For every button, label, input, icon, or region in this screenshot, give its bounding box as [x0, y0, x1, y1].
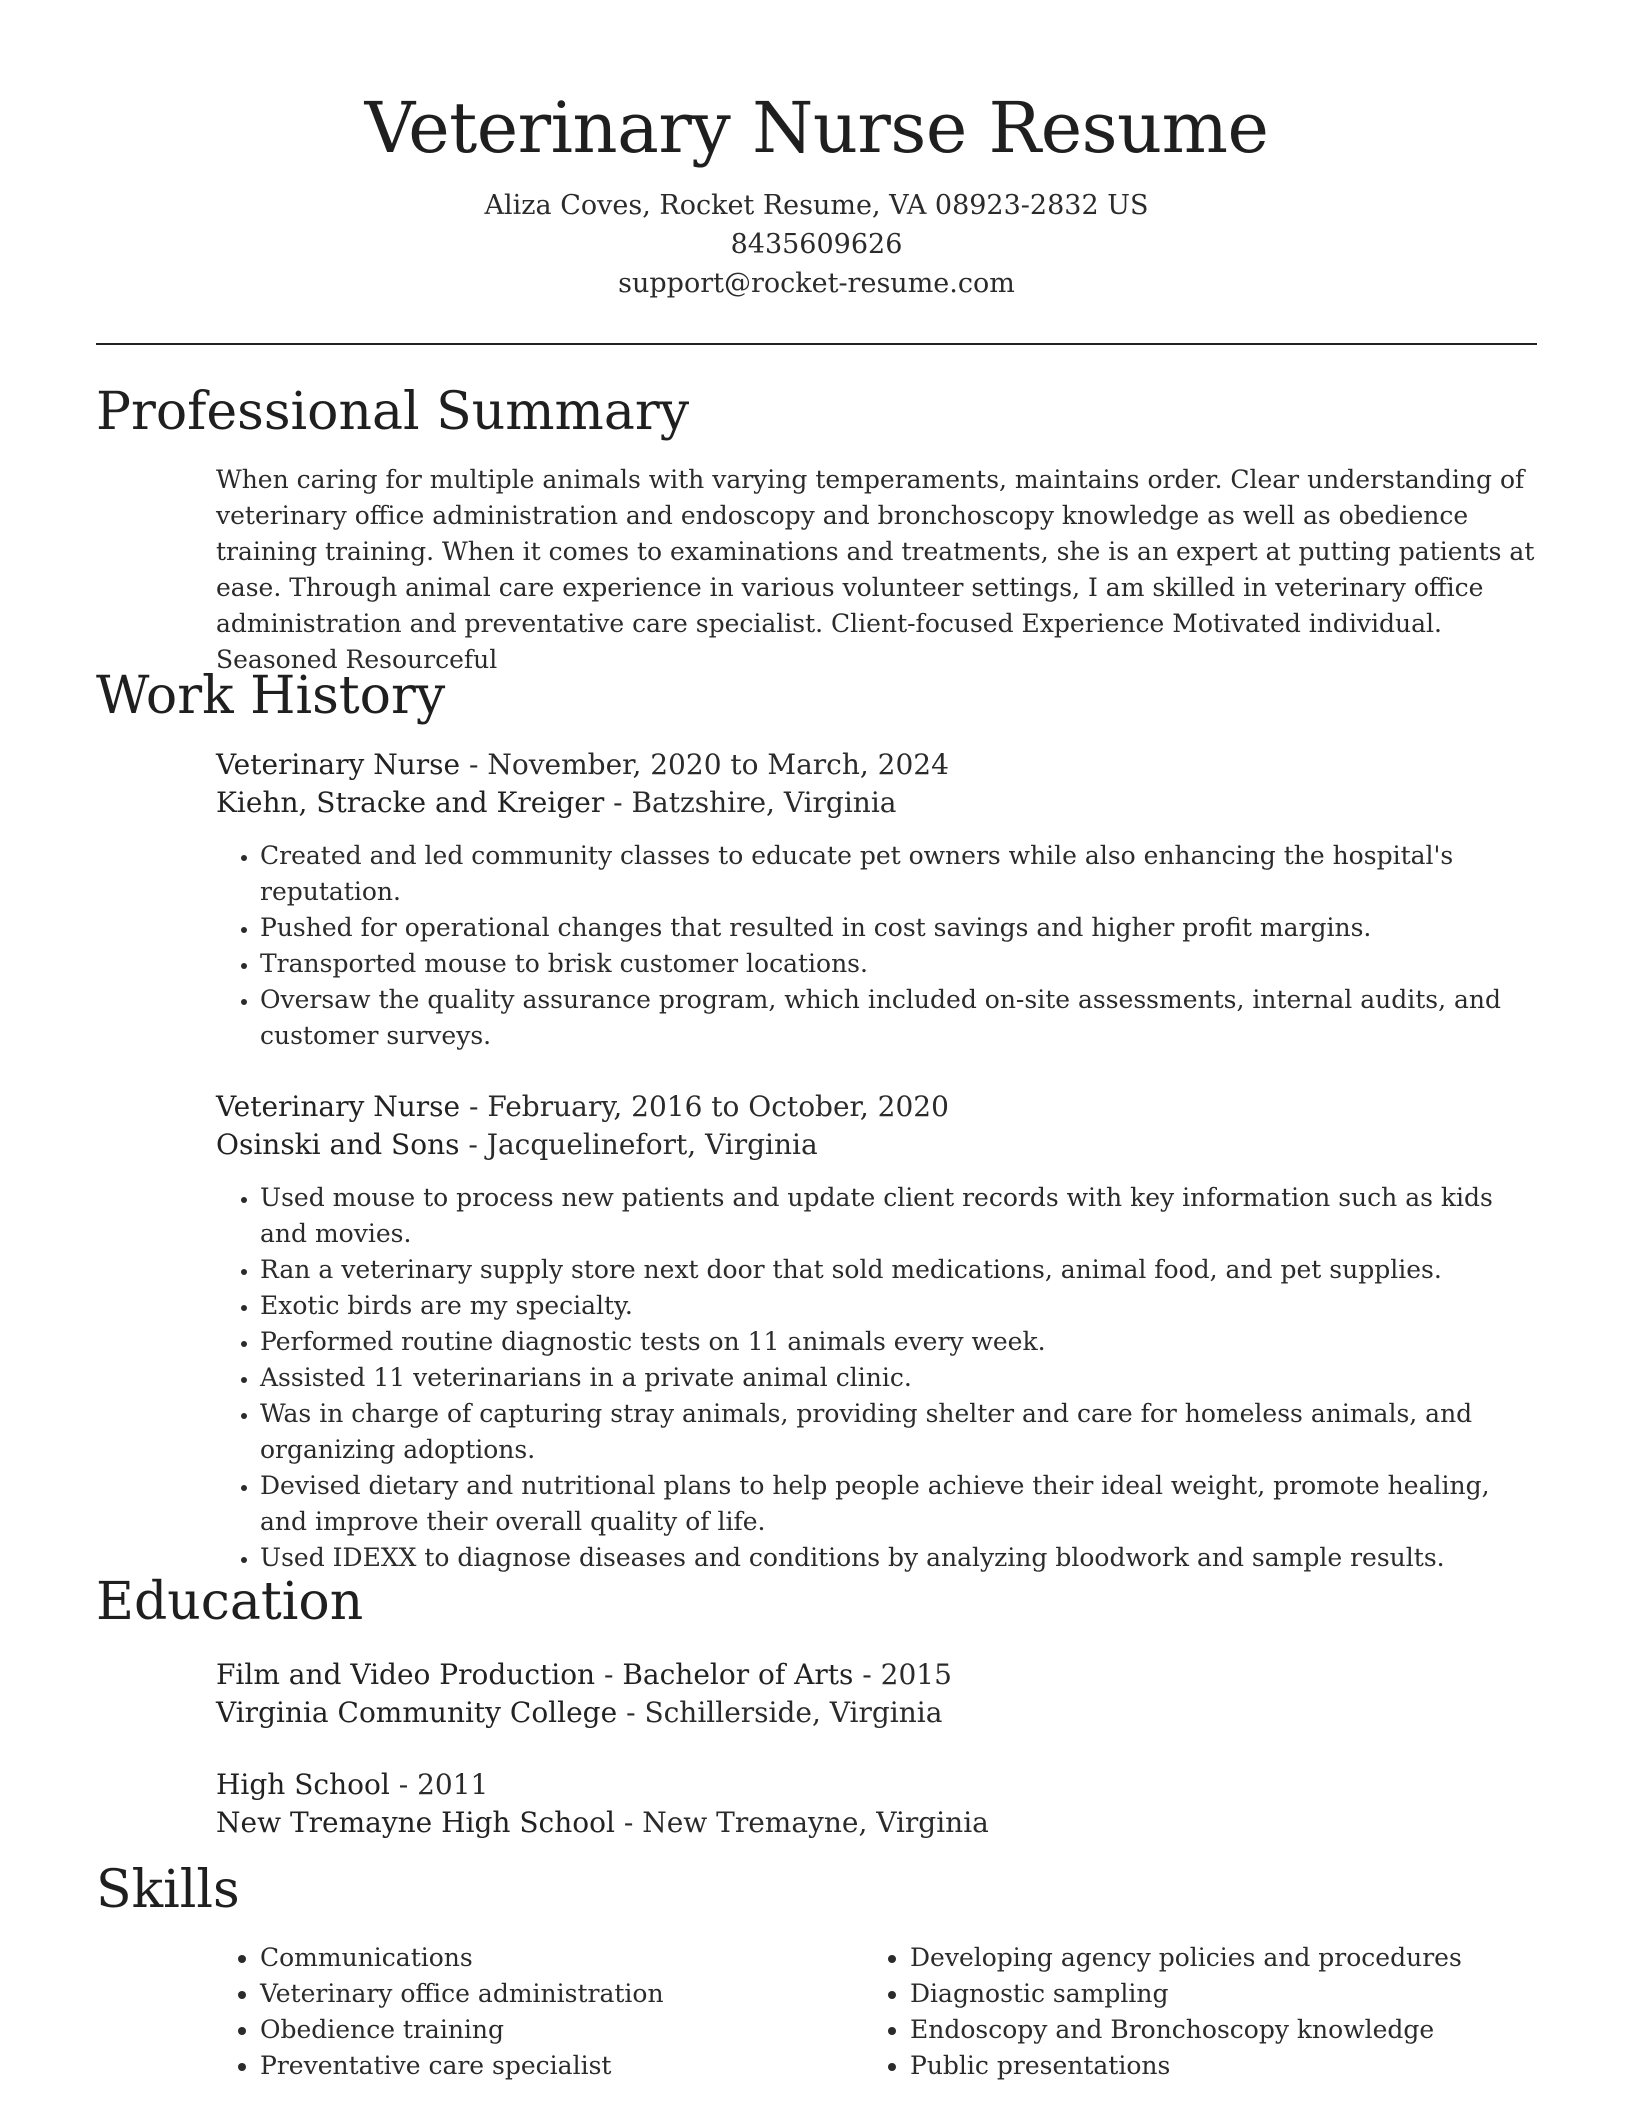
education-year: 2011 [417, 1768, 489, 1801]
job-entry [216, 746, 1537, 1054]
list-item: • Pushed for operational changes that resulted in cost savings and higher profit margins. [260, 910, 1537, 946]
summary-text: When caring for multiple animals with varying temperaments, maintains order. Clear understanding of veterinary office administration and endoscopy and bronchoscopy knowledge as well as obedience training training. When it comes to examinations and treatments, she is an expert at putting patients at ease. Through animal care experience in various volunteer settings, I am skilled in veterinary office administration and preventative care specialist. Client-focused Experience Motivated individual. Seasoned Resourceful [216, 465, 1535, 674]
job-title-line: Veterinary Nurse - November, 2020 to March, 2024 [216, 748, 949, 781]
list-item: • Exotic birds are my specialty. [260, 1288, 1537, 1324]
list-item: • Devised dietary and nutritional plans to help people achieve their ideal weight, promote healing, and improve their overall quality of life. [260, 1468, 1537, 1540]
list-item: • Public presentations [910, 2048, 1516, 2084]
list-item: • Veterinary office administration [260, 1976, 866, 2012]
contact-phone: 8435609626 [730, 229, 903, 260]
list-item: • Used IDEXX to diagnose diseases and conditions by analyzing bloodwork and sample results. [260, 1540, 1537, 1576]
education-year: 2015 [880, 1658, 952, 1691]
resume-title: Veterinary Nurse Resume [364, 87, 1269, 169]
education-entry [216, 1766, 1537, 1842]
skills-left-column [216, 1940, 866, 2084]
contact-block [96, 186, 1537, 303]
list-item: • Communications [260, 1940, 866, 1976]
summary-section [96, 380, 1537, 678]
section-heading: Skills [96, 1860, 240, 1920]
education-school: Virginia Community College [216, 1696, 618, 1729]
job-company: Kiehn, Stracke and Kreiger [216, 786, 605, 819]
education-school: New Tremayne High School [216, 1806, 615, 1839]
list-item: • Performed routine diagnostic tests on 11 animals every week. [260, 1324, 1537, 1360]
job-company-line: Osinski and Sons - Jacquelinefort, Virginia [216, 1128, 818, 1161]
job-bullets [216, 838, 1537, 1054]
education-school-line: New Tremayne High School - New Tremayne, Virginia [216, 1806, 989, 1839]
job-entry [216, 1088, 1537, 1576]
job-title-line: Veterinary Nurse - February, 2016 to October, 2020 [216, 1090, 949, 1123]
job-title: Veterinary Nurse [216, 1090, 461, 1123]
job-dates: November, 2020 to March, 2024 [487, 748, 949, 781]
job-company: Osinski and Sons [216, 1128, 460, 1161]
job-title: Veterinary Nurse [216, 748, 461, 781]
header-divider [96, 343, 1537, 345]
list-item: • Diagnostic sampling [910, 1976, 1516, 2012]
section-heading: Work History [96, 666, 446, 726]
education-field: High School [216, 1768, 390, 1801]
job-company-line: Kiehn, Stracke and Kreiger - Batzshire, Virginia [216, 786, 897, 819]
section-heading: Professional Summary [96, 382, 690, 442]
list-item: • Preventative care specialist [260, 2048, 866, 2084]
education-degree: Bachelor of Arts [622, 1658, 854, 1691]
skills-section [96, 1858, 1537, 2084]
work-section [96, 664, 1537, 1576]
education-location: Schillerside, Virginia [644, 1696, 943, 1729]
list-item: • Was in charge of capturing stray animals, providing shelter and care for homeless animals, and organizing adoptions. [260, 1396, 1537, 1468]
list-item: • Obedience training [260, 2012, 866, 2048]
job-location: Batzshire, Virginia [631, 786, 897, 819]
list-item: • Endoscopy and Bronchoscopy knowledge [910, 2012, 1516, 2048]
skills-grid [216, 1940, 1537, 2084]
job-dates: February, 2016 to October, 2020 [487, 1090, 949, 1123]
education-school-line: Virginia Community College - Schillerside, Virginia [216, 1696, 943, 1729]
list-item: • Used mouse to process new patients and update client records with key information such as kids and movies. [260, 1180, 1537, 1252]
contact-email: support@rocket-resume.com [618, 268, 1015, 299]
resume-page [96, 0, 1537, 2080]
education-section [96, 1570, 1537, 1842]
list-item: • Created and led community classes to educate pet owners while also enhancing the hospital's reputation. [260, 838, 1537, 910]
list-item: • Developing agency policies and procedures [910, 1940, 1516, 1976]
contact-address: Aliza Coves, Rocket Resume, VA 08923-2832 US [484, 190, 1149, 221]
education-field: Film and Video Production [216, 1658, 596, 1691]
list-item: • Assisted 11 veterinarians in a private animal clinic. [260, 1360, 1537, 1396]
list-item: • Oversaw the quality assurance program, which included on-site assessments, internal audits, and customer surveys. [260, 982, 1537, 1054]
list-item: • Ran a veterinary supply store next door that sold medications, animal food, and pet supplies. [260, 1252, 1537, 1288]
section-heading: Education [96, 1572, 364, 1632]
skills-right-column [866, 1940, 1516, 2084]
education-degree-line: Film and Video Production - Bachelor of Arts - 2015 [216, 1658, 952, 1691]
education-location: New Tremayne, Virginia [642, 1806, 989, 1839]
list-item: • Transported mouse to brisk customer locations. [260, 946, 1537, 982]
education-entry [216, 1656, 1537, 1732]
education-degree-line: High School - 2011 [216, 1768, 489, 1801]
job-location: Jacquelinefort, Virginia [486, 1128, 818, 1161]
job-bullets [216, 1180, 1537, 1576]
